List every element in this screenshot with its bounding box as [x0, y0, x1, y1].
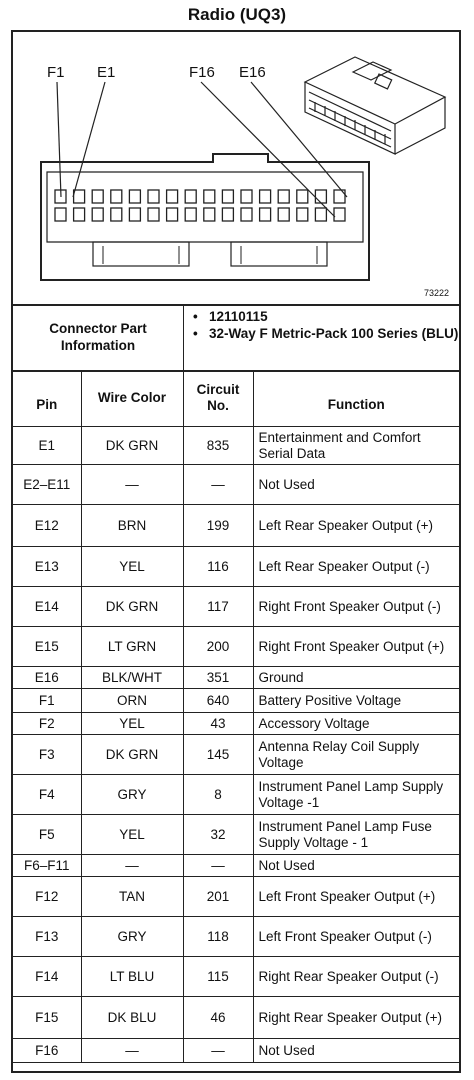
- wire-color-cell: YEL: [81, 713, 183, 735]
- circuit-number-cell: 118: [183, 917, 253, 957]
- pin-cell: F1: [13, 689, 81, 713]
- function-cell: Right Front Speaker Output (+): [253, 627, 459, 667]
- pin-cell: F12: [13, 877, 81, 917]
- function-cell: Ground: [253, 667, 459, 689]
- connector-cavity: [260, 208, 271, 221]
- pin-cell: E15: [13, 627, 81, 667]
- connector-cavity: [129, 190, 140, 203]
- connector-part-information: [13, 304, 459, 372]
- wire-color-cell: LT BLU: [81, 957, 183, 997]
- function-cell: Instrument Panel Lamp Fuse Supply Voltage - 1: [253, 815, 459, 855]
- connector-cavity: [204, 190, 215, 203]
- header-function: Function: [253, 370, 459, 427]
- figure-number: 73222: [423, 288, 449, 298]
- connector-cavity: [74, 190, 85, 203]
- wire-color-cell: BRN: [81, 505, 183, 547]
- connector-sheet: [11, 30, 461, 1073]
- connector-cavity: [315, 208, 326, 221]
- function-cell: Battery Positive Voltage: [253, 689, 459, 713]
- pin-cell: E1: [13, 427, 81, 465]
- connector-cavity: [241, 190, 252, 203]
- wire-color-cell: YEL: [81, 547, 183, 587]
- header-circuit-no: Circuit No.: [183, 370, 253, 427]
- pin-cell: F5: [13, 815, 81, 855]
- wire-color-cell: —: [81, 1039, 183, 1063]
- table-row: [13, 775, 459, 815]
- table-row: [13, 957, 459, 997]
- connector-cavity: [55, 208, 66, 221]
- function-cell: Not Used: [253, 1039, 459, 1063]
- header-wire-color: Wire Color: [81, 370, 183, 427]
- table-row: [13, 997, 459, 1039]
- table-header-row: [13, 370, 459, 427]
- connector-cavity: [297, 208, 308, 221]
- wire-color-cell: DK GRN: [81, 587, 183, 627]
- wire-color-cell: GRY: [81, 917, 183, 957]
- page-title: Radio (UQ3): [187, 5, 287, 24]
- pin-cell: F6–F11: [13, 855, 81, 877]
- wire-color-cell: DK GRN: [81, 735, 183, 775]
- wire-color-cell: YEL: [81, 815, 183, 855]
- wire-color-cell: BLK/WHT: [81, 667, 183, 689]
- table-row: [13, 877, 459, 917]
- table-row: [13, 689, 459, 713]
- pin-label-f16: F16: [189, 64, 215, 81]
- table-row: [13, 427, 459, 465]
- function-cell: Right Rear Speaker Output (+): [253, 997, 459, 1039]
- circuit-number-cell: 351: [183, 667, 253, 689]
- circuit-number-cell: 199: [183, 505, 253, 547]
- connector-cavity: [167, 208, 178, 221]
- pin-label-e16: E16: [239, 64, 266, 81]
- connector-cavity: [204, 208, 215, 221]
- connector-cavity: [334, 208, 345, 221]
- circuit-number-cell: 200: [183, 627, 253, 667]
- function-cell: Not Used: [253, 855, 459, 877]
- connector-cavity: [148, 208, 159, 221]
- connector-cavity: [74, 208, 85, 221]
- circuit-number-cell: 145: [183, 735, 253, 775]
- connector-cavity: [111, 190, 122, 203]
- function-cell: Instrument Panel Lamp Supply Voltage -1: [253, 775, 459, 815]
- circuit-number-cell: 115: [183, 957, 253, 997]
- circuit-number-cell: 835: [183, 427, 253, 465]
- connector-cavity: [129, 208, 140, 221]
- table-row: [13, 505, 459, 547]
- connector-cavity: [111, 208, 122, 221]
- circuit-number-cell: 640: [183, 689, 253, 713]
- wire-color-cell: —: [81, 855, 183, 877]
- circuit-number-cell: 201: [183, 877, 253, 917]
- connector-cavity: [148, 190, 159, 203]
- function-cell: Right Front Speaker Output (-): [253, 587, 459, 627]
- connector-cavity: [92, 208, 103, 221]
- pin-cell: E14: [13, 587, 81, 627]
- circuit-number-cell: 32: [183, 815, 253, 855]
- connector-info-label: Connector Part Information: [13, 304, 184, 370]
- connector-diagram: [13, 32, 459, 306]
- connector-cavity: [222, 208, 233, 221]
- pin-cell: E12: [13, 505, 81, 547]
- wire-color-cell: ORN: [81, 689, 183, 713]
- pin-cell: F16: [13, 1039, 81, 1063]
- wire-color-cell: LT GRN: [81, 627, 183, 667]
- table-row: [13, 547, 459, 587]
- pin-cell: F14: [13, 957, 81, 997]
- pin-cell: F13: [13, 917, 81, 957]
- circuit-number-cell: —: [183, 465, 253, 505]
- pin-cell: F15: [13, 997, 81, 1039]
- connector-cavity: [167, 190, 178, 203]
- function-cell: Accessory Voltage: [253, 713, 459, 735]
- table-row: [13, 587, 459, 627]
- wire-color-cell: DK BLU: [81, 997, 183, 1039]
- wire-color-cell: —: [81, 465, 183, 505]
- function-cell: Right Rear Speaker Output (-): [253, 957, 459, 997]
- connector-cavity: [222, 190, 233, 203]
- circuit-number-cell: 46: [183, 997, 253, 1039]
- connector-cavity: [185, 208, 196, 221]
- connector-cavity: [278, 208, 289, 221]
- table-row: [13, 667, 459, 689]
- table-row: [13, 855, 459, 877]
- connector-cavity: [278, 190, 289, 203]
- table-row: [13, 465, 459, 505]
- table-row: [13, 713, 459, 735]
- pin-label-e1: E1: [97, 64, 116, 81]
- function-cell: Left Front Speaker Output (+): [253, 877, 459, 917]
- wire-color-cell: GRY: [81, 775, 183, 815]
- connector-info-list: [191, 308, 458, 342]
- pin-cell: F3: [13, 735, 81, 775]
- pin-label-f1: F1: [47, 64, 65, 81]
- circuit-number-cell: 8: [183, 775, 253, 815]
- wire-color-cell: TAN: [81, 877, 183, 917]
- connector-cavity: [92, 190, 103, 203]
- connector-drawing: [13, 32, 459, 304]
- connector-cavity: [297, 190, 308, 203]
- pinout-table: [13, 370, 459, 1063]
- circuit-number-cell: —: [183, 855, 253, 877]
- table-row: [13, 815, 459, 855]
- pin-cell: E13: [13, 547, 81, 587]
- circuit-number-cell: 117: [183, 587, 253, 627]
- table-row: [13, 627, 459, 667]
- circuit-number-cell: 116: [183, 547, 253, 587]
- pin-cell: E2–E11: [13, 465, 81, 505]
- table-row: [13, 917, 459, 957]
- circuit-number-cell: 43: [183, 713, 253, 735]
- header-pin: Pin: [13, 370, 81, 427]
- connector-cavity: [241, 208, 252, 221]
- table-row: [13, 735, 459, 775]
- pin-cell: E16: [13, 667, 81, 689]
- wire-color-cell: DK GRN: [81, 427, 183, 465]
- pin-cell: F2: [13, 713, 81, 735]
- function-cell: Not Used: [253, 465, 459, 505]
- connector-part-number: • 12110115: [191, 308, 458, 325]
- function-cell: Antenna Relay Coil Supply Voltage: [253, 735, 459, 775]
- pin-cell: F4: [13, 775, 81, 815]
- connector-cavity: [185, 190, 196, 203]
- connector-description: • 32-Way F Metric-Pack 100 Series (BLU): [191, 325, 458, 342]
- connector-cavity: [260, 190, 271, 203]
- function-cell: Left Front Speaker Output (-): [253, 917, 459, 957]
- table-row: [13, 1039, 459, 1063]
- circuit-number-cell: —: [183, 1039, 253, 1063]
- function-cell: Left Rear Speaker Output (-): [253, 547, 459, 587]
- function-cell: Entertainment and Comfort Serial Data: [253, 427, 459, 465]
- connector-cavity: [315, 190, 326, 203]
- function-cell: Left Rear Speaker Output (+): [253, 505, 459, 547]
